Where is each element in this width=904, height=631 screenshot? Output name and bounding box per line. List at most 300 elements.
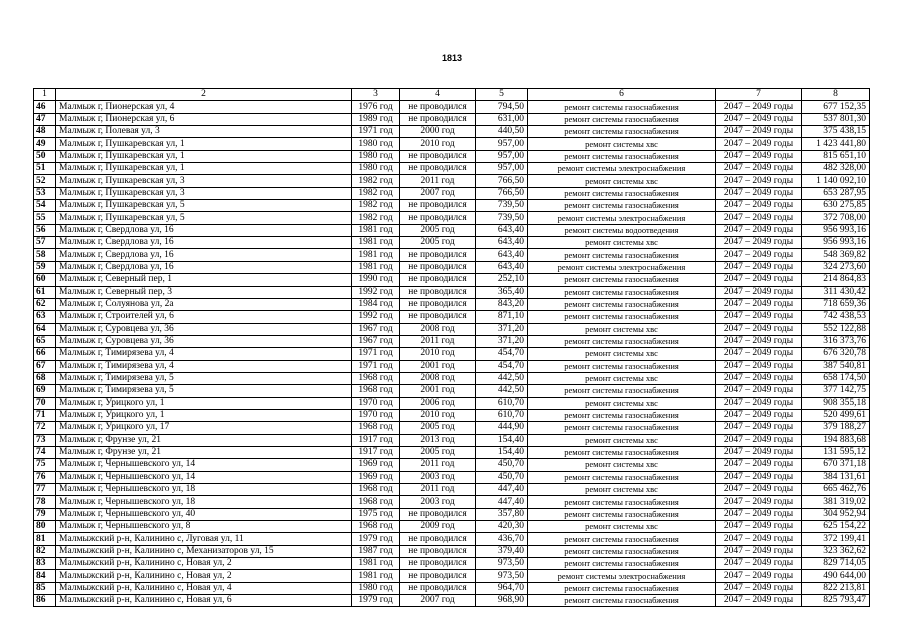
last-repair-year-cell: 2013 год: [400, 434, 476, 446]
last-repair-year-cell: не проводился: [400, 558, 476, 570]
period-cell: 2047 – 2049 годы: [716, 200, 802, 212]
table-row: [34, 570, 870, 582]
period-cell: 2047 – 2049 годы: [716, 237, 802, 249]
build-year-cell: 1984 год: [352, 298, 400, 310]
cost-cell: 520 499,61: [802, 409, 870, 421]
header-cell: 5: [476, 89, 528, 101]
period-cell: 2047 – 2049 годы: [716, 138, 802, 150]
last-repair-year-cell: 2007 год: [400, 187, 476, 199]
header-cell: 6: [528, 89, 716, 101]
cost-cell: 372 708,00: [802, 212, 870, 224]
build-year-cell: 1992 год: [352, 286, 400, 298]
header-cell: 3: [352, 89, 400, 101]
address-cell: Малмыж г, Пионерская ул, 6: [56, 113, 352, 125]
last-repair-year-cell: 2005 год: [400, 446, 476, 458]
area-cell: 371,20: [476, 323, 528, 335]
address-cell: Малмыж г, Урицкого ул, 1: [56, 409, 352, 421]
work-type-cell: ремонт системы газоснабжения: [528, 286, 716, 298]
row-number-cell: 83: [34, 558, 56, 570]
area-cell: 610,70: [476, 397, 528, 409]
header-cell: 8: [802, 89, 870, 101]
last-repair-year-cell: 2007 год: [400, 595, 476, 607]
address-cell: Малмыжский р-н, Калинино с, Механизаторов ул, 15: [56, 545, 352, 557]
address-cell: Малмыжский р-н, Калинино с, Новая ул, 2: [56, 558, 352, 570]
cost-cell: 677 152,35: [802, 101, 870, 113]
period-cell: 2047 – 2049 годы: [716, 582, 802, 594]
period-cell: 2047 – 2049 годы: [716, 508, 802, 520]
period-cell: 2047 – 2049 годы: [716, 286, 802, 298]
build-year-cell: 1968 год: [352, 496, 400, 508]
build-year-cell: 1981 год: [352, 237, 400, 249]
last-repair-year-cell: не проводился: [400, 150, 476, 162]
table-row: [34, 126, 870, 138]
period-cell: 2047 – 2049 годы: [716, 126, 802, 138]
last-repair-year-cell: не проводился: [400, 200, 476, 212]
table-row: [34, 348, 870, 360]
last-repair-year-cell: 2009 год: [400, 521, 476, 533]
address-cell: Малмыж г, Свердлова ул, 16: [56, 249, 352, 261]
build-year-cell: 1968 год: [352, 385, 400, 397]
last-repair-year-cell: 2003 год: [400, 496, 476, 508]
cost-cell: 1 140 092,10: [802, 175, 870, 187]
table-row: [34, 582, 870, 594]
work-type-cell: ремонт системы водоотведения: [528, 224, 716, 236]
table-row: [34, 521, 870, 533]
address-cell: Малмыжский р-н, Калинино с, Новая ул, 4: [56, 582, 352, 594]
build-year-cell: 1968 год: [352, 484, 400, 496]
work-type-cell: ремонт системы газоснабжения: [528, 249, 716, 261]
cost-cell: 537 801,30: [802, 113, 870, 125]
cost-cell: 670 371,18: [802, 459, 870, 471]
cost-cell: 548 369,82: [802, 249, 870, 261]
row-number-cell: 50: [34, 150, 56, 162]
period-cell: 2047 – 2049 годы: [716, 175, 802, 187]
address-cell: Малмыж г, Пушкаревская ул, 3: [56, 187, 352, 199]
cost-cell: 379 188,27: [802, 422, 870, 434]
header-cell: 1: [34, 89, 56, 101]
table-row: [34, 311, 870, 323]
work-type-cell: ремонт системы газоснабжения: [528, 496, 716, 508]
row-number-cell: 86: [34, 595, 56, 607]
address-cell: Малмыж г, Свердлова ул, 16: [56, 224, 352, 236]
cost-cell: 304 952,94: [802, 508, 870, 520]
build-year-cell: 1982 год: [352, 175, 400, 187]
cost-cell: 829 714,05: [802, 558, 870, 570]
area-cell: 871,10: [476, 311, 528, 323]
last-repair-year-cell: не проводился: [400, 261, 476, 273]
address-cell: Малмыж г, Пушкаревская ул, 1: [56, 163, 352, 175]
cost-cell: 908 355,18: [802, 397, 870, 409]
cost-cell: 653 287,95: [802, 187, 870, 199]
cost-cell: 323 362,62: [802, 545, 870, 557]
row-number-cell: 80: [34, 521, 56, 533]
address-cell: Малмыж г, Чернышевского ул, 14: [56, 471, 352, 483]
period-cell: 2047 – 2049 годы: [716, 595, 802, 607]
area-cell: 643,40: [476, 261, 528, 273]
period-cell: 2047 – 2049 годы: [716, 335, 802, 347]
table-row: [34, 409, 870, 421]
cost-cell: 822 213,81: [802, 582, 870, 594]
cost-cell: 718 659,36: [802, 298, 870, 310]
header-cell: 2: [56, 89, 352, 101]
address-cell: Малмыж г, Пушкаревская ул, 5: [56, 212, 352, 224]
page-number: 1813: [441, 53, 463, 63]
area-cell: 957,00: [476, 138, 528, 150]
period-cell: 2047 – 2049 годы: [716, 150, 802, 162]
work-type-cell: ремонт системы газоснабжения: [528, 446, 716, 458]
work-type-cell: ремонт системы электроснабжения: [528, 570, 716, 582]
build-year-cell: 1981 год: [352, 570, 400, 582]
area-cell: 442,50: [476, 385, 528, 397]
cost-cell: 482 328,00: [802, 163, 870, 175]
row-number-cell: 60: [34, 274, 56, 286]
build-year-cell: 1981 год: [352, 558, 400, 570]
cost-cell: 676 320,78: [802, 348, 870, 360]
table-row: [34, 496, 870, 508]
cost-cell: 375 438,15: [802, 126, 870, 138]
last-repair-year-cell: 2000 год: [400, 126, 476, 138]
row-number-cell: 75: [34, 459, 56, 471]
last-repair-year-cell: не проводился: [400, 508, 476, 520]
work-type-cell: ремонт системы газоснабжения: [528, 385, 716, 397]
area-cell: 436,70: [476, 533, 528, 545]
period-cell: 2047 – 2049 годы: [716, 261, 802, 273]
build-year-cell: 1980 год: [352, 582, 400, 594]
address-cell: Малмыжский р-н, Калинино с, Луговая ул, 11: [56, 533, 352, 545]
build-year-cell: 1982 год: [352, 212, 400, 224]
build-year-cell: 1917 год: [352, 446, 400, 458]
work-type-cell: ремонт системы газоснабжения: [528, 101, 716, 113]
build-year-cell: 1981 год: [352, 261, 400, 273]
period-cell: 2047 – 2049 годы: [716, 521, 802, 533]
work-type-cell: ремонт системы газоснабжения: [528, 187, 716, 199]
build-year-cell: 1971 год: [352, 126, 400, 138]
area-cell: 447,40: [476, 484, 528, 496]
cost-cell: 552 122,88: [802, 323, 870, 335]
area-cell: 964,70: [476, 582, 528, 594]
work-type-cell: ремонт системы хвс: [528, 138, 716, 150]
row-number-cell: 51: [34, 163, 56, 175]
period-cell: 2047 – 2049 годы: [716, 212, 802, 224]
area-cell: 610,70: [476, 409, 528, 421]
cost-cell: 324 273,60: [802, 261, 870, 273]
last-repair-year-cell: не проводился: [400, 113, 476, 125]
period-cell: 2047 – 2049 годы: [716, 348, 802, 360]
cost-cell: 372 199,41: [802, 533, 870, 545]
build-year-cell: 1992 год: [352, 311, 400, 323]
work-type-cell: ремонт системы электроснабжения: [528, 261, 716, 273]
work-type-cell: ремонт системы газоснабжения: [528, 471, 716, 483]
build-year-cell: 1980 год: [352, 138, 400, 150]
area-cell: 450,70: [476, 459, 528, 471]
area-cell: 450,70: [476, 471, 528, 483]
period-cell: 2047 – 2049 годы: [716, 484, 802, 496]
address-cell: Малмыж г, Пушкаревская ул, 1: [56, 138, 352, 150]
header-cell: 4: [400, 89, 476, 101]
address-cell: Малмыж г, Тимирязева ул, 5: [56, 385, 352, 397]
address-cell: Малмыж г, Пионерская ул, 4: [56, 101, 352, 113]
row-number-cell: 69: [34, 385, 56, 397]
address-cell: Малмыж г, Тимирязева ул, 4: [56, 348, 352, 360]
data-table: [33, 88, 870, 607]
cost-cell: 377 142,75: [802, 385, 870, 397]
row-number-cell: 78: [34, 496, 56, 508]
row-number-cell: 79: [34, 508, 56, 520]
address-cell: Малмыж г, Урицкого ул, 17: [56, 422, 352, 434]
row-number-cell: 61: [34, 286, 56, 298]
area-cell: 154,40: [476, 446, 528, 458]
area-cell: 420,30: [476, 521, 528, 533]
area-cell: 968,90: [476, 595, 528, 607]
address-cell: Малмыж г, Суровцева ул, 36: [56, 335, 352, 347]
work-type-cell: ремонт системы газоснабжения: [528, 582, 716, 594]
table-row: [34, 558, 870, 570]
work-type-cell: ремонт системы газоснабжения: [528, 311, 716, 323]
row-number-cell: 48: [34, 126, 56, 138]
last-repair-year-cell: 2005 год: [400, 237, 476, 249]
table-row: [34, 335, 870, 347]
address-cell: Малмыж г, Чернышевского ул, 14: [56, 459, 352, 471]
table-row: [34, 274, 870, 286]
period-cell: 2047 – 2049 годы: [716, 385, 802, 397]
build-year-cell: 1969 год: [352, 459, 400, 471]
build-year-cell: 1970 год: [352, 397, 400, 409]
row-number-cell: 62: [34, 298, 56, 310]
area-cell: 454,70: [476, 348, 528, 360]
build-year-cell: 1980 год: [352, 150, 400, 162]
build-year-cell: 1981 год: [352, 224, 400, 236]
row-number-cell: 59: [34, 261, 56, 273]
cost-cell: 194 883,68: [802, 434, 870, 446]
last-repair-year-cell: 2011 год: [400, 459, 476, 471]
work-type-cell: ремонт системы хвс: [528, 521, 716, 533]
period-cell: 2047 – 2049 годы: [716, 459, 802, 471]
work-type-cell: ремонт системы газоснабжения: [528, 335, 716, 347]
area-cell: 739,50: [476, 212, 528, 224]
row-number-cell: 52: [34, 175, 56, 187]
table-row: [34, 200, 870, 212]
work-type-cell: ремонт системы газоснабжения: [528, 558, 716, 570]
table-row: [34, 175, 870, 187]
area-cell: 739,50: [476, 200, 528, 212]
period-cell: 2047 – 2049 годы: [716, 113, 802, 125]
row-number-cell: 81: [34, 533, 56, 545]
row-number-cell: 84: [34, 570, 56, 582]
cost-cell: 381 319,02: [802, 496, 870, 508]
work-type-cell: ремонт системы хвс: [528, 459, 716, 471]
area-cell: 957,00: [476, 163, 528, 175]
area-cell: 379,40: [476, 545, 528, 557]
period-cell: 2047 – 2049 годы: [716, 372, 802, 384]
table-row: [34, 237, 870, 249]
period-cell: 2047 – 2049 годы: [716, 249, 802, 261]
work-type-cell: ремонт системы газоснабжения: [528, 200, 716, 212]
address-cell: Малмыж г, Северный пер, 1: [56, 274, 352, 286]
table-row: [34, 138, 870, 150]
address-cell: Малмыж г, Суровцева ул, 36: [56, 323, 352, 335]
period-cell: 2047 – 2049 годы: [716, 422, 802, 434]
row-number-cell: 73: [34, 434, 56, 446]
row-number-cell: 66: [34, 348, 56, 360]
period-cell: 2047 – 2049 годы: [716, 558, 802, 570]
area-cell: 643,40: [476, 237, 528, 249]
row-number-cell: 70: [34, 397, 56, 409]
build-year-cell: 1967 год: [352, 335, 400, 347]
address-cell: Малмыжский р-н, Калинино с, Новая ул, 2: [56, 570, 352, 582]
row-number-cell: 65: [34, 335, 56, 347]
work-type-cell: ремонт системы газоснабжения: [528, 409, 716, 421]
table-row: [34, 533, 870, 545]
area-cell: 631,00: [476, 113, 528, 125]
cost-cell: 956 993,16: [802, 237, 870, 249]
work-type-cell: ремонт системы газоснабжения: [528, 126, 716, 138]
last-repair-year-cell: не проводился: [400, 286, 476, 298]
area-cell: 973,50: [476, 570, 528, 582]
table-row: [34, 224, 870, 236]
row-number-cell: 56: [34, 224, 56, 236]
work-type-cell: ремонт системы газоснабжения: [528, 150, 716, 162]
table-body: [34, 101, 870, 607]
work-type-cell: ремонт системы хвс: [528, 348, 716, 360]
period-cell: 2047 – 2049 годы: [716, 409, 802, 421]
table-row: [34, 113, 870, 125]
area-cell: 442,50: [476, 372, 528, 384]
address-cell: Малмыж г, Чернышевского ул, 8: [56, 521, 352, 533]
area-cell: 973,50: [476, 558, 528, 570]
build-year-cell: 1980 год: [352, 163, 400, 175]
row-number-cell: 68: [34, 372, 56, 384]
last-repair-year-cell: 2003 год: [400, 471, 476, 483]
table-row: [34, 163, 870, 175]
work-type-cell: ремонт системы электроснабжения: [528, 212, 716, 224]
address-cell: Малмыж г, Урицкого ул, 1: [56, 397, 352, 409]
build-year-cell: 1968 год: [352, 422, 400, 434]
area-cell: 252,10: [476, 274, 528, 286]
build-year-cell: 1990 год: [352, 274, 400, 286]
work-type-cell: ремонт системы хвс: [528, 484, 716, 496]
build-year-cell: 1971 год: [352, 360, 400, 372]
area-cell: 454,70: [476, 360, 528, 372]
work-type-cell: ремонт системы хвс: [528, 397, 716, 409]
period-cell: 2047 – 2049 годы: [716, 471, 802, 483]
cost-cell: 387 540,81: [802, 360, 870, 372]
area-cell: 357,80: [476, 508, 528, 520]
last-repair-year-cell: 2011 год: [400, 484, 476, 496]
table-row: [34, 422, 870, 434]
build-year-cell: 1982 год: [352, 200, 400, 212]
table-row: [34, 434, 870, 446]
last-repair-year-cell: не проводился: [400, 212, 476, 224]
cost-cell: 311 430,42: [802, 286, 870, 298]
build-year-cell: 1979 год: [352, 533, 400, 545]
table-row: [34, 298, 870, 310]
address-cell: Малмыжский р-н, Калинино с, Новая ул, 6: [56, 595, 352, 607]
period-cell: 2047 – 2049 годы: [716, 545, 802, 557]
area-cell: 794,50: [476, 101, 528, 113]
table-row: [34, 372, 870, 384]
row-number-cell: 53: [34, 187, 56, 199]
address-cell: Малмыж г, Чернышевского ул, 18: [56, 484, 352, 496]
area-cell: 447,40: [476, 496, 528, 508]
cost-cell: 825 793,47: [802, 595, 870, 607]
address-cell: Малмыж г, Свердлова ул, 16: [56, 261, 352, 273]
last-repair-year-cell: 2008 год: [400, 323, 476, 335]
work-type-cell: ремонт системы газоснабжения: [528, 508, 716, 520]
period-cell: 2047 – 2049 годы: [716, 446, 802, 458]
area-cell: 440,50: [476, 126, 528, 138]
build-year-cell: 1970 год: [352, 409, 400, 421]
table-row: [34, 360, 870, 372]
work-type-cell: ремонт системы газоснабжения: [528, 533, 716, 545]
build-year-cell: 1981 год: [352, 249, 400, 261]
address-cell: Малмыж г, Пушкаревская ул, 5: [56, 200, 352, 212]
row-number-cell: 49: [34, 138, 56, 150]
last-repair-year-cell: 2011 год: [400, 335, 476, 347]
address-cell: Малмыж г, Чернышевского ул, 40: [56, 508, 352, 520]
last-repair-year-cell: 2001 год: [400, 360, 476, 372]
period-cell: 2047 – 2049 годы: [716, 298, 802, 310]
table-row: [34, 484, 870, 496]
row-number-cell: 54: [34, 200, 56, 212]
period-cell: 2047 – 2049 годы: [716, 224, 802, 236]
work-type-cell: ремонт системы хвс: [528, 237, 716, 249]
period-cell: 2047 – 2049 годы: [716, 397, 802, 409]
row-number-cell: 67: [34, 360, 56, 372]
last-repair-year-cell: 2010 год: [400, 409, 476, 421]
cost-cell: 625 154,22: [802, 521, 870, 533]
area-cell: 766,50: [476, 175, 528, 187]
table-row: [34, 595, 870, 607]
period-cell: 2047 – 2049 годы: [716, 101, 802, 113]
row-number-cell: 85: [34, 582, 56, 594]
table-row: [34, 249, 870, 261]
address-cell: Малмыж г, Чернышевского ул, 18: [56, 496, 352, 508]
last-repair-year-cell: 2005 год: [400, 422, 476, 434]
header-cell: 7: [716, 89, 802, 101]
build-year-cell: 1969 год: [352, 471, 400, 483]
address-cell: Малмыж г, Тимирязева ул, 5: [56, 372, 352, 384]
area-cell: 843,20: [476, 298, 528, 310]
period-cell: 2047 – 2049 годы: [716, 274, 802, 286]
last-repair-year-cell: 2006 год: [400, 397, 476, 409]
period-cell: 2047 – 2049 годы: [716, 360, 802, 372]
last-repair-year-cell: 2001 год: [400, 385, 476, 397]
area-cell: 766,50: [476, 187, 528, 199]
row-number-cell: 71: [34, 409, 56, 421]
cost-cell: 490 644,00: [802, 570, 870, 582]
period-cell: 2047 – 2049 годы: [716, 533, 802, 545]
table-row: [34, 261, 870, 273]
period-cell: 2047 – 2049 годы: [716, 570, 802, 582]
address-cell: Малмыж г, Северный пер, 3: [56, 286, 352, 298]
row-number-cell: 46: [34, 101, 56, 113]
period-cell: 2047 – 2049 годы: [716, 496, 802, 508]
row-number-cell: 74: [34, 446, 56, 458]
area-cell: 371,20: [476, 335, 528, 347]
work-type-cell: ремонт системы хвс: [528, 175, 716, 187]
cost-cell: 742 438,53: [802, 311, 870, 323]
table-row: [34, 385, 870, 397]
row-number-cell: 57: [34, 237, 56, 249]
address-cell: Малмыж г, Фрунзе ул, 21: [56, 446, 352, 458]
last-repair-year-cell: не проводился: [400, 249, 476, 261]
work-type-cell: ремонт системы газоснабжения: [528, 274, 716, 286]
table-row: [34, 286, 870, 298]
period-cell: 2047 – 2049 годы: [716, 187, 802, 199]
area-cell: 365,40: [476, 286, 528, 298]
last-repair-year-cell: 2011 год: [400, 175, 476, 187]
table-row: [34, 212, 870, 224]
